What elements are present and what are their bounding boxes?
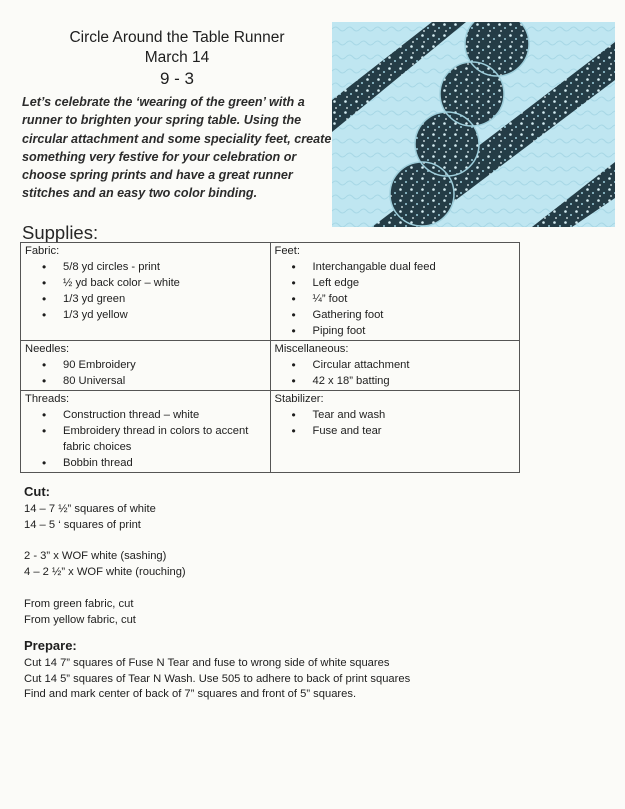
cut-line: From green fabric, cut (24, 597, 134, 610)
supplies-table (20, 242, 520, 473)
list-item: • Circular attachment (275, 357, 516, 373)
stabilizer-label: Stabilizer: (274, 393, 324, 405)
cut-line: 4 – 2 ½” x WOF white (rouching) (24, 566, 186, 579)
list-item: • 1/3 yd green (25, 291, 266, 307)
feet-label: Feet: (274, 245, 300, 257)
cut-line: 14 – 5 ‘ squares of print (24, 518, 141, 531)
needles-label: Needles: (25, 343, 70, 355)
feet-list (275, 259, 516, 339)
cut-line: From yellow fabric, cut (24, 613, 136, 626)
title-block (22, 28, 332, 89)
prepare-line: Cut 14 7” squares of Fuse N Tear and fuse to wrong side of white squares (24, 656, 390, 669)
list-item: • Piping foot (275, 323, 516, 339)
list-item: • ¼” foot (275, 291, 516, 307)
prepare-heading: Prepare: (24, 638, 77, 653)
fabric-label: Fabric: (25, 245, 60, 257)
class-date: March 14 (144, 49, 210, 66)
list-item: • 80 Universal (25, 373, 266, 389)
list-item: • Gathering foot (275, 307, 516, 323)
list-item: • 1/3 yd yellow (25, 307, 266, 323)
page-title: Circle Around the Table Runner (69, 29, 285, 46)
table-runner-photo (332, 22, 615, 227)
list-item: • 5/8 yd circles - print (25, 259, 266, 275)
prepare-line: Find and mark center of back of 7” squares and front of 5” squares. (24, 688, 357, 701)
cut-line: 2 - 3” x WOF white (sashing) (24, 550, 167, 563)
list-item: • Tear and wash (275, 407, 516, 423)
list-item: • 42 x 18” batting (275, 373, 516, 389)
list-item: • Construction thread – white (25, 407, 266, 423)
cut-line: 14 – 7 ½” squares of white (24, 502, 156, 515)
list-item: • 90 Embroidery (25, 357, 266, 373)
intro-text: Let’s celebrate the ‘wearing of the green’ with a runner to brighten your spring table. Using the circular attachment and some speciality feet, create something very festive for your celebration or choose spring prints and have a great runner stitches and an easy two color binding. (22, 95, 332, 201)
stabilizer-list (275, 407, 516, 439)
list-item: • Left edge (275, 275, 516, 291)
threads-cell (21, 391, 271, 473)
cut-section (24, 484, 186, 629)
stabilizer-cell (270, 391, 520, 473)
list-item: • ½ yd back color – white (25, 275, 266, 291)
header (22, 28, 332, 203)
misc-label: Miscellaneous: (274, 343, 349, 355)
needles-list (25, 357, 266, 389)
class-time: 9 - 3 (159, 69, 195, 88)
needles-cell (21, 341, 271, 391)
prepare-line: Cut 14 5” squares of Tear N Wash. Use 505 to adhere to back of print squares (24, 672, 411, 685)
list-item: • Fuse and tear (275, 423, 516, 439)
misc-list (275, 357, 516, 389)
fabric-list (25, 259, 266, 323)
threads-list (25, 407, 266, 471)
prepare-section (24, 638, 410, 703)
feet-cell (270, 243, 520, 341)
threads-label: Threads: (25, 393, 70, 405)
list-item: • Interchangable dual feed (275, 259, 516, 275)
fabric-cell (21, 243, 271, 341)
misc-cell (270, 341, 520, 391)
cut-heading: Cut: (24, 484, 50, 499)
list-item: • Embroidery thread in colors to accent fabric choices (25, 423, 266, 455)
supplies-heading: Supplies: (22, 222, 99, 243)
list-item: • Bobbin thread (25, 455, 266, 471)
